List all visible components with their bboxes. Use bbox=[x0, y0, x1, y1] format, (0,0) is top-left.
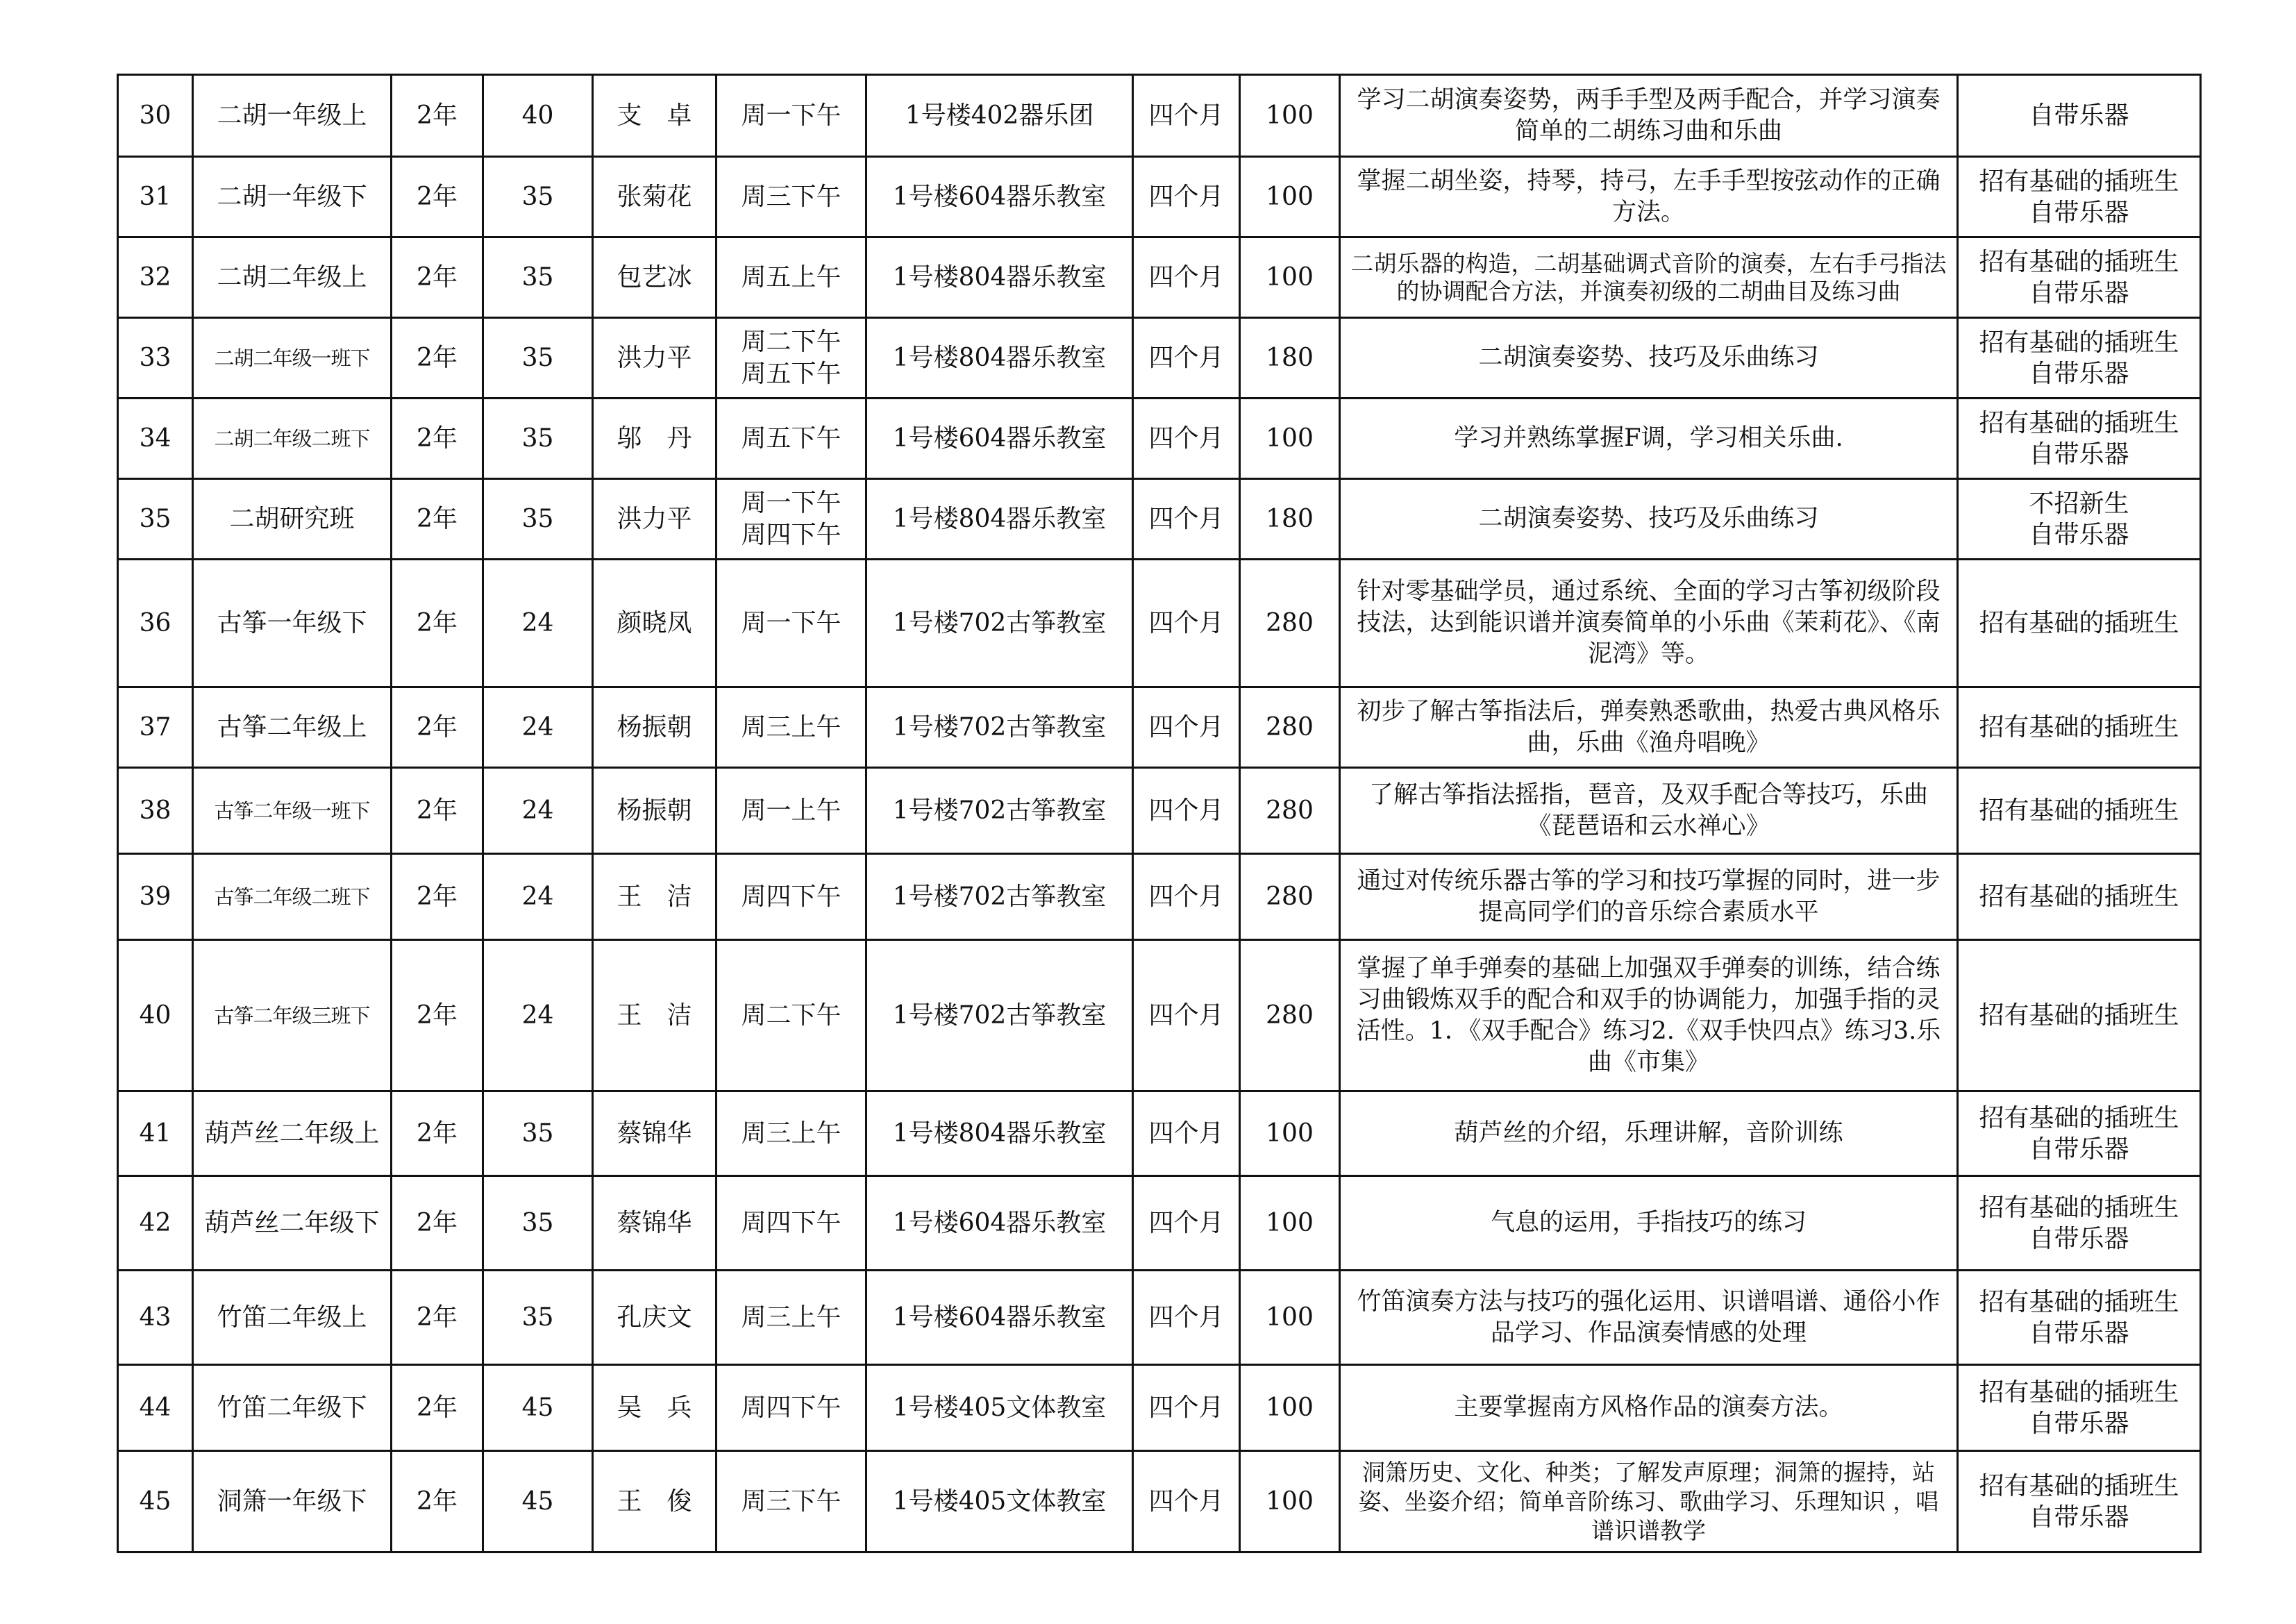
class-time: 周五上午 bbox=[717, 237, 866, 318]
capacity: 40 bbox=[483, 75, 593, 157]
fee: 100 bbox=[1240, 75, 1340, 157]
course-name: 古筝一年级下 bbox=[193, 560, 392, 687]
class-time: 周三上午 bbox=[717, 1091, 866, 1176]
class-time: 周三下午 bbox=[717, 1451, 866, 1552]
class-time: 周三上午 bbox=[717, 687, 866, 768]
fee: 280 bbox=[1240, 687, 1340, 768]
capacity: 35 bbox=[483, 399, 593, 479]
course-content: 洞箫历史、文化、种类；了解发声原理；洞箫的握持，站姿、坐姿介绍；简单音阶练习、歌曲学习、乐理知识 ，唱谱识谱教学 bbox=[1340, 1451, 1958, 1552]
row-number: 41 bbox=[118, 1091, 193, 1176]
teacher: 孔庆文 bbox=[593, 1271, 717, 1365]
class-time: 周四下午 bbox=[717, 854, 866, 940]
years: 2年 bbox=[392, 560, 483, 687]
course-name: 古筝二年级上 bbox=[193, 687, 392, 768]
course-name: 二胡二年级一班下 bbox=[193, 318, 392, 399]
years: 2年 bbox=[392, 1271, 483, 1365]
fee: 180 bbox=[1240, 318, 1340, 399]
capacity: 24 bbox=[483, 854, 593, 940]
course-content: 学习二胡演奏姿势，两手手型及两手配合，并学习演奏简单的二胡练习曲和乐曲 bbox=[1340, 75, 1958, 157]
note: 招有基础的插班生 自带乐器 bbox=[1958, 318, 2201, 399]
row-number: 40 bbox=[118, 940, 193, 1091]
location: 1号楼402器乐团 bbox=[866, 75, 1133, 157]
location: 1号楼405文体教室 bbox=[866, 1365, 1133, 1451]
location: 1号楼702古筝教室 bbox=[866, 940, 1133, 1091]
teacher: 蔡锦华 bbox=[593, 1091, 717, 1176]
capacity: 24 bbox=[483, 768, 593, 854]
teacher: 洪力平 bbox=[593, 479, 717, 560]
teacher: 王 洁 bbox=[593, 940, 717, 1091]
row-number: 35 bbox=[118, 479, 193, 560]
note: 招有基础的插班生 bbox=[1958, 854, 2201, 940]
capacity: 35 bbox=[483, 237, 593, 318]
table-row bbox=[118, 940, 2201, 1091]
years: 2年 bbox=[392, 1365, 483, 1451]
row-number: 37 bbox=[118, 687, 193, 768]
fee: 100 bbox=[1240, 237, 1340, 318]
capacity: 35 bbox=[483, 1176, 593, 1271]
location: 1号楼604器乐教室 bbox=[866, 157, 1133, 237]
class-time: 周一下午 周四下午 bbox=[717, 479, 866, 560]
teacher: 支 卓 bbox=[593, 75, 717, 157]
class-time: 周五下午 bbox=[717, 399, 866, 479]
teacher: 王 洁 bbox=[593, 854, 717, 940]
teacher: 洪力平 bbox=[593, 318, 717, 399]
course-name: 二胡二年级上 bbox=[193, 237, 392, 318]
capacity: 35 bbox=[483, 318, 593, 399]
course-name: 古筝二年级三班下 bbox=[193, 940, 392, 1091]
course-name: 古筝二年级二班下 bbox=[193, 854, 392, 940]
note: 招有基础的插班生 bbox=[1958, 940, 2201, 1091]
years: 2年 bbox=[392, 768, 483, 854]
years: 2年 bbox=[392, 75, 483, 157]
table-row bbox=[118, 479, 2201, 560]
duration: 四个月 bbox=[1133, 157, 1240, 237]
teacher: 王 俊 bbox=[593, 1451, 717, 1552]
note: 招有基础的插班生 bbox=[1958, 768, 2201, 854]
duration: 四个月 bbox=[1133, 560, 1240, 687]
row-number: 31 bbox=[118, 157, 193, 237]
table-row bbox=[118, 1176, 2201, 1271]
table-row bbox=[118, 399, 2201, 479]
years: 2年 bbox=[392, 1091, 483, 1176]
fee: 280 bbox=[1240, 768, 1340, 854]
years: 2年 bbox=[392, 318, 483, 399]
capacity: 45 bbox=[483, 1365, 593, 1451]
location: 1号楼405文体教室 bbox=[866, 1451, 1133, 1552]
table-row bbox=[118, 768, 2201, 854]
course-name: 葫芦丝二年级下 bbox=[193, 1176, 392, 1271]
row-number: 34 bbox=[118, 399, 193, 479]
years: 2年 bbox=[392, 479, 483, 560]
course-content: 二胡乐器的构造，二胡基础调式音阶的演奏，左右手弓指法的协调配合方法，并演奏初级的二胡曲目及练习曲 bbox=[1340, 237, 1958, 318]
years: 2年 bbox=[392, 1176, 483, 1271]
teacher: 包艺冰 bbox=[593, 237, 717, 318]
duration: 四个月 bbox=[1133, 75, 1240, 157]
duration: 四个月 bbox=[1133, 687, 1240, 768]
capacity: 35 bbox=[483, 1091, 593, 1176]
course-name: 洞箫一年级下 bbox=[193, 1451, 392, 1552]
fee: 280 bbox=[1240, 560, 1340, 687]
course-table bbox=[117, 74, 2202, 1553]
fee: 280 bbox=[1240, 854, 1340, 940]
teacher: 杨振朝 bbox=[593, 768, 717, 854]
teacher: 蔡锦华 bbox=[593, 1176, 717, 1271]
note: 招有基础的插班生 自带乐器 bbox=[1958, 399, 2201, 479]
course-schedule-sheet bbox=[117, 74, 2199, 1553]
course-name: 二胡研究班 bbox=[193, 479, 392, 560]
years: 2年 bbox=[392, 1451, 483, 1552]
location: 1号楼702古筝教室 bbox=[866, 560, 1133, 687]
years: 2年 bbox=[392, 687, 483, 768]
course-name: 竹笛二年级下 bbox=[193, 1365, 392, 1451]
capacity: 45 bbox=[483, 1451, 593, 1552]
row-number: 45 bbox=[118, 1451, 193, 1552]
location: 1号楼702古筝教室 bbox=[866, 768, 1133, 854]
row-number: 36 bbox=[118, 560, 193, 687]
location: 1号楼804器乐教室 bbox=[866, 237, 1133, 318]
duration: 四个月 bbox=[1133, 1451, 1240, 1552]
capacity: 24 bbox=[483, 560, 593, 687]
capacity: 24 bbox=[483, 940, 593, 1091]
duration: 四个月 bbox=[1133, 854, 1240, 940]
duration: 四个月 bbox=[1133, 768, 1240, 854]
course-content: 掌握了单手弹奏的基础上加强双手弹奏的训练，结合练习曲锻炼双手的配合和双手的协调能力，加强手指的灵活性。1．《双手配合》练习2.《双手快四点》练习3.乐曲《市集》 bbox=[1340, 940, 1958, 1091]
note: 招有基础的插班生 bbox=[1958, 560, 2201, 687]
course-content: 主要掌握南方风格作品的演奏方法。 bbox=[1340, 1365, 1958, 1451]
table-row bbox=[118, 560, 2201, 687]
course-name: 二胡二年级二班下 bbox=[193, 399, 392, 479]
course-name: 葫芦丝二年级上 bbox=[193, 1091, 392, 1176]
course-content: 气息的运用，手指技巧的练习 bbox=[1340, 1176, 1958, 1271]
fee: 100 bbox=[1240, 1091, 1340, 1176]
course-name: 二胡一年级下 bbox=[193, 157, 392, 237]
duration: 四个月 bbox=[1133, 940, 1240, 1091]
location: 1号楼804器乐教室 bbox=[866, 1091, 1133, 1176]
location: 1号楼604器乐教室 bbox=[866, 1176, 1133, 1271]
course-content: 初步了解古筝指法后，弹奏熟悉歌曲，热爱古典风格乐曲，乐曲《渔舟唱晚》 bbox=[1340, 687, 1958, 768]
location: 1号楼804器乐教室 bbox=[866, 479, 1133, 560]
location: 1号楼702古筝教室 bbox=[866, 854, 1133, 940]
duration: 四个月 bbox=[1133, 479, 1240, 560]
duration: 四个月 bbox=[1133, 237, 1240, 318]
duration: 四个月 bbox=[1133, 1176, 1240, 1271]
duration: 四个月 bbox=[1133, 1091, 1240, 1176]
fee: 100 bbox=[1240, 157, 1340, 237]
course-name: 竹笛二年级上 bbox=[193, 1271, 392, 1365]
table-row bbox=[118, 318, 2201, 399]
class-time: 周四下午 bbox=[717, 1365, 866, 1451]
class-time: 周一上午 bbox=[717, 768, 866, 854]
note: 不招新生 自带乐器 bbox=[1958, 479, 2201, 560]
note: 招有基础的插班生 自带乐器 bbox=[1958, 1176, 2201, 1271]
row-number: 33 bbox=[118, 318, 193, 399]
row-number: 43 bbox=[118, 1271, 193, 1365]
fee: 100 bbox=[1240, 1365, 1340, 1451]
location: 1号楼702古筝教室 bbox=[866, 687, 1133, 768]
fee: 100 bbox=[1240, 1451, 1340, 1552]
table-row bbox=[118, 237, 2201, 318]
note: 招有基础的插班生 自带乐器 bbox=[1958, 1091, 2201, 1176]
years: 2年 bbox=[392, 237, 483, 318]
note: 招有基础的插班生 自带乐器 bbox=[1958, 1365, 2201, 1451]
years: 2年 bbox=[392, 399, 483, 479]
teacher: 张菊花 bbox=[593, 157, 717, 237]
course-content: 葫芦丝的介绍，乐理讲解，音阶训练 bbox=[1340, 1091, 1958, 1176]
location: 1号楼604器乐教室 bbox=[866, 399, 1133, 479]
fee: 280 bbox=[1240, 940, 1340, 1091]
years: 2年 bbox=[392, 854, 483, 940]
teacher: 杨振朝 bbox=[593, 687, 717, 768]
fee: 100 bbox=[1240, 1176, 1340, 1271]
note: 招有基础的插班生 自带乐器 bbox=[1958, 157, 2201, 237]
course-name: 古筝二年级一班下 bbox=[193, 768, 392, 854]
course-content: 掌握二胡坐姿，持琴，持弓，左手手型按弦动作的正确方法。 bbox=[1340, 157, 1958, 237]
row-number: 30 bbox=[118, 75, 193, 157]
location: 1号楼804器乐教室 bbox=[866, 318, 1133, 399]
capacity: 35 bbox=[483, 1271, 593, 1365]
duration: 四个月 bbox=[1133, 399, 1240, 479]
note: 招有基础的插班生 bbox=[1958, 687, 2201, 768]
fee: 100 bbox=[1240, 399, 1340, 479]
course-content: 了解古筝指法摇指，琶音，及双手配合等技巧，乐曲《琵琶语和云水禅心》 bbox=[1340, 768, 1958, 854]
note: 招有基础的插班生 自带乐器 bbox=[1958, 237, 2201, 318]
row-number: 42 bbox=[118, 1176, 193, 1271]
row-number: 38 bbox=[118, 768, 193, 854]
duration: 四个月 bbox=[1133, 1271, 1240, 1365]
note: 招有基础的插班生 自带乐器 bbox=[1958, 1271, 2201, 1365]
course-content: 二胡演奏姿势、技巧及乐曲练习 bbox=[1340, 318, 1958, 399]
class-time: 周三上午 bbox=[717, 1271, 866, 1365]
class-time: 周一下午 bbox=[717, 75, 866, 157]
course-content: 针对零基础学员，通过系统、全面的学习古筝初级阶段技法，达到能识谱并演奏简单的小乐曲《茉莉花》、《南泥湾》等。 bbox=[1340, 560, 1958, 687]
course-content: 竹笛演奏方法与技巧的强化运用、识谱唱谱、通俗小作品学习、作品演奏情感的处理 bbox=[1340, 1271, 1958, 1365]
capacity: 24 bbox=[483, 687, 593, 768]
teacher: 邬 丹 bbox=[593, 399, 717, 479]
class-time: 周一下午 bbox=[717, 560, 866, 687]
table-row bbox=[118, 157, 2201, 237]
note: 自带乐器 bbox=[1958, 75, 2201, 157]
note: 招有基础的插班生 自带乐器 bbox=[1958, 1451, 2201, 1552]
row-number: 39 bbox=[118, 854, 193, 940]
location: 1号楼604器乐教室 bbox=[866, 1271, 1133, 1365]
teacher: 颜晓凤 bbox=[593, 560, 717, 687]
class-time: 周二下午 周五下午 bbox=[717, 318, 866, 399]
class-time: 周二下午 bbox=[717, 940, 866, 1091]
row-number: 32 bbox=[118, 237, 193, 318]
teacher: 吴 兵 bbox=[593, 1365, 717, 1451]
course-content: 通过对传统乐器古筝的学习和技巧掌握的同时，进一步提高同学们的音乐综合素质水平 bbox=[1340, 854, 1958, 940]
duration: 四个月 bbox=[1133, 318, 1240, 399]
class-time: 周三下午 bbox=[717, 157, 866, 237]
table-row bbox=[118, 1451, 2201, 1552]
years: 2年 bbox=[392, 157, 483, 237]
table-row bbox=[118, 1365, 2201, 1451]
course-content: 二胡演奏姿势、技巧及乐曲练习 bbox=[1340, 479, 1958, 560]
course-content: 学习并熟练掌握F调，学习相关乐曲. bbox=[1340, 399, 1958, 479]
table-row bbox=[118, 1271, 2201, 1365]
duration: 四个月 bbox=[1133, 1365, 1240, 1451]
table-row bbox=[118, 854, 2201, 940]
row-number: 44 bbox=[118, 1365, 193, 1451]
fee: 180 bbox=[1240, 479, 1340, 560]
course-name: 二胡一年级上 bbox=[193, 75, 392, 157]
years: 2年 bbox=[392, 940, 483, 1091]
class-time: 周四下午 bbox=[717, 1176, 866, 1271]
table-row bbox=[118, 75, 2201, 157]
capacity: 35 bbox=[483, 479, 593, 560]
fee: 100 bbox=[1240, 1271, 1340, 1365]
capacity: 35 bbox=[483, 157, 593, 237]
table-row bbox=[118, 1091, 2201, 1176]
table-row bbox=[118, 687, 2201, 768]
